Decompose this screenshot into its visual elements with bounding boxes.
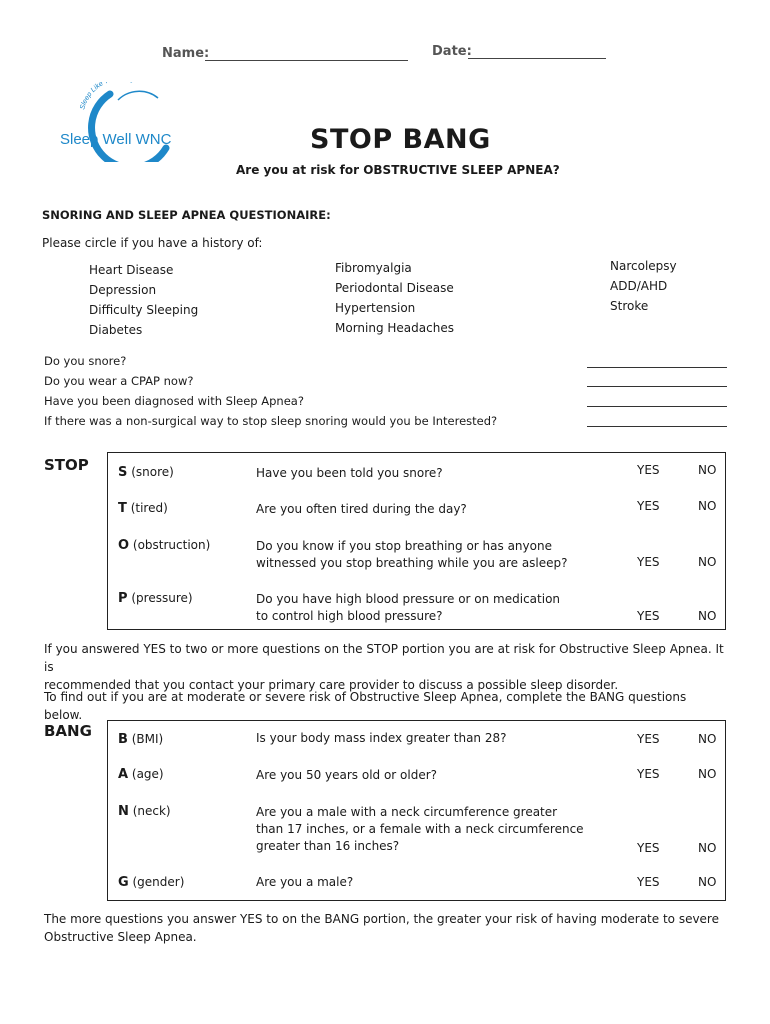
row-question: Do you know if you stop breathing or has anyone witnessed you stop breathing while you are asleep? (256, 539, 568, 570)
yes-option[interactable]: YES (637, 767, 660, 781)
condition-item[interactable]: Depression (89, 283, 157, 297)
row-letter: S (snore) (118, 465, 174, 480)
no-option[interactable]: NO (698, 841, 717, 855)
date-field[interactable] (468, 58, 606, 59)
answer-line[interactable] (587, 426, 727, 427)
yes-option[interactable]: YES (637, 555, 660, 569)
no-option[interactable]: NO (698, 732, 717, 746)
condition-item[interactable]: Diabetes (89, 323, 143, 337)
condition-item[interactable]: Hypertension (335, 301, 416, 315)
no-option[interactable]: NO (698, 609, 717, 623)
no-option[interactable]: NO (698, 875, 717, 889)
questionnaire-heading: SNORING AND SLEEP APNEA QUESTIONAIRE: (42, 208, 331, 222)
row-letter: B (BMI) (118, 732, 164, 747)
conditions-column-2 (335, 258, 454, 338)
questionnaire-intro: Please circle if you have a history of: (42, 236, 263, 250)
logo-arc-text: Sleep Like (79, 82, 105, 111)
question-snore: Do you snore? (44, 354, 127, 368)
question-diagnosed: Have you been diagnosed with Sleep Apnea? (44, 394, 304, 408)
answer-line[interactable] (587, 367, 727, 368)
row-question: Are you a male with a neck circumference greater than 17 inches, or a female with a neck circumference greater than 16 inches? (256, 805, 584, 853)
row-question: Are you 50 years old or older? (256, 768, 438, 782)
no-option[interactable]: NO (698, 463, 717, 477)
page-subtitle: Are you at risk for OBSTRUCTIVE SLEEP APNEA? (236, 163, 560, 177)
row-letter: G (gender) (118, 875, 185, 890)
conditions-column-3 (610, 256, 677, 316)
yes-option[interactable]: YES (637, 732, 660, 746)
yes-option[interactable]: YES (637, 463, 660, 477)
condition-item[interactable]: Morning Headaches (335, 321, 454, 335)
sleep-well-wnc-logo (58, 82, 193, 162)
row-letter: P (pressure) (118, 591, 193, 606)
row-letter: A (age) (118, 767, 164, 782)
stop-note: If you answered YES to two or more questions on the STOP portion you are at risk for Obstructive Sleep Apnea. It is recommended that you contact your primary care provider to discuss a possible sleep disorder. (44, 642, 724, 692)
bang-intro: To find out if you are at moderate or severe risk of Obstructive Sleep Apnea, complete the BANG questions below. (44, 690, 687, 722)
condition-item[interactable]: Difficulty Sleeping (89, 303, 199, 317)
date-label: Date: (432, 44, 472, 59)
name-label: Name: (162, 46, 210, 61)
bang-label: BANG (44, 722, 92, 740)
answer-line[interactable] (587, 406, 727, 407)
row-letter: T (tired) (118, 501, 168, 516)
row-letter: O (obstruction) (118, 538, 211, 553)
row-question: Is your body mass index greater than 28? (256, 731, 507, 745)
no-option[interactable]: NO (698, 499, 717, 513)
row-letter: N (neck) (118, 804, 171, 819)
name-field[interactable] (205, 60, 408, 61)
stop-table (107, 452, 726, 630)
conditions-column-1 (89, 260, 198, 340)
yes-option[interactable]: YES (637, 609, 660, 623)
page-title: STOP BANG (310, 124, 491, 155)
answer-line[interactable] (587, 386, 727, 387)
question-cpap: Do you wear a CPAP now? (44, 374, 194, 388)
condition-item[interactable]: Fibromyalgia (335, 261, 412, 275)
yes-option[interactable]: YES (637, 841, 660, 855)
question-interested: If there was a non-surgical way to stop sleep snoring would you be Interested? (44, 414, 498, 428)
condition-item[interactable]: ADD/AHD (610, 279, 668, 293)
yes-option[interactable]: YES (637, 875, 660, 889)
bang-table (107, 720, 726, 901)
logo-brand-text: Sleep Well WNC (60, 131, 172, 148)
no-option[interactable]: NO (698, 555, 717, 569)
condition-item[interactable]: Periodontal Disease (335, 281, 454, 295)
row-question: Are you often tired during the day? (256, 502, 467, 516)
row-question: Do you have high blood pressure or on medication to control high blood pressure? (256, 592, 561, 623)
condition-item[interactable]: Stroke (610, 299, 649, 313)
yes-option[interactable]: YES (637, 499, 660, 513)
condition-item[interactable]: Heart Disease (89, 263, 174, 277)
stop-label: STOP (44, 456, 89, 474)
condition-item[interactable]: Narcolepsy (610, 259, 677, 273)
footer-note: The more questions you answer YES to on the BANG portion, the greater your risk of having moderate to severe Obstructive Sleep Apnea. (44, 912, 719, 944)
row-question: Have you been told you snore? (256, 466, 443, 480)
no-option[interactable]: NO (698, 767, 717, 781)
row-question: Are you a male? (256, 875, 354, 889)
